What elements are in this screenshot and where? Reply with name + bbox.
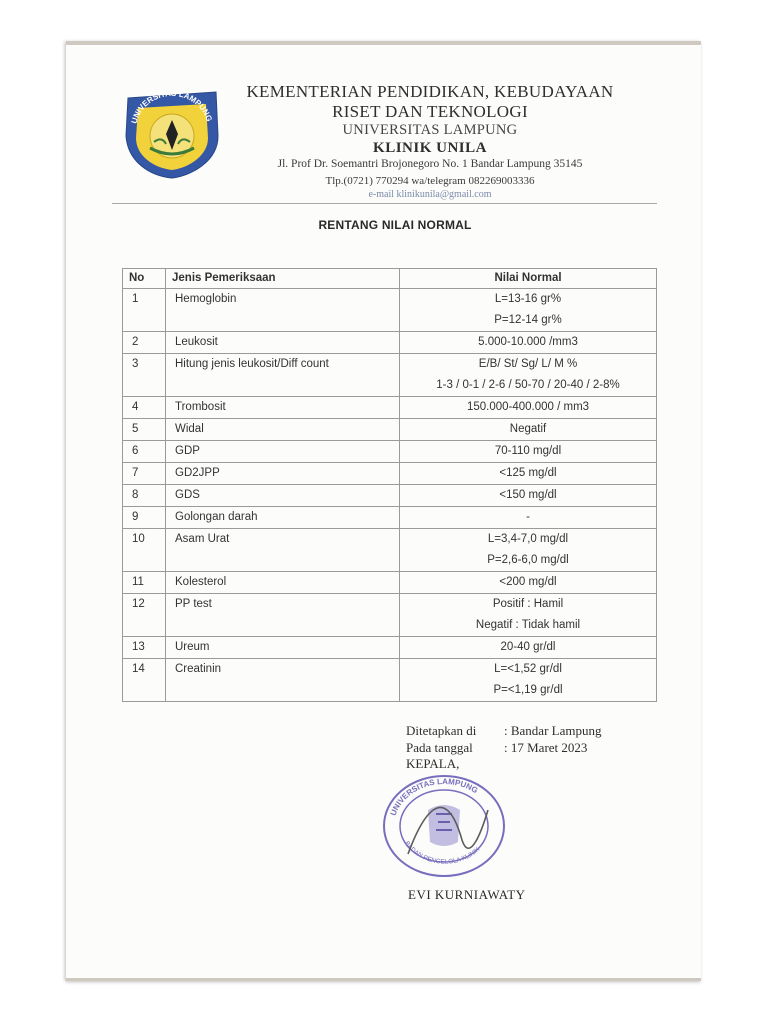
table-row [123,419,657,441]
normal-value [400,485,657,507]
exam-name: GD2JPP [166,463,400,485]
col-header-jenis: Jenis Pemeriksaan [166,269,400,289]
signer-name: EVI KURNIAWATY [408,887,526,902]
stamp-text-bottom: BADAN PENGELOLA KLINIK [403,840,482,866]
exam-name: Asam Urat [166,529,400,572]
normal-values-table [122,268,657,702]
table-row [123,594,657,637]
table-row [123,441,657,463]
row-number: 3 [123,354,166,397]
normal-value-line: Negatif : Tidak hamil [475,619,581,631]
normal-value-line: Negatif [509,423,547,435]
kepala-label: KEPALA, [406,756,460,771]
ditetapkan-value: : Bandar Lampung [504,723,602,738]
normal-value-line: 150.000-400.000 / mm3 [466,401,590,413]
row-number: 2 [123,332,166,354]
normal-value-line: <125 mg/dl [499,467,557,479]
row-number: 4 [123,397,166,419]
logo-text: UNIVERSITAS LAMPUNG [129,88,214,125]
ditetapkan-line [406,723,601,739]
table-row [123,397,657,419]
normal-value-line: <200 mg/dl [499,576,557,588]
exam-name: Golongan darah [166,507,400,529]
email: e-mail klinikunila@gmail.com [368,189,492,200]
normal-value-line: L=<1,52 gr/dl [494,663,562,675]
table-row [123,289,657,332]
table-row [123,637,657,659]
row-number: 6 [123,441,166,463]
tanggal-label: Pada tanggal [406,740,473,755]
normal-value-line: L=13-16 gr% [494,293,562,305]
normal-value [400,463,657,485]
row-number: 12 [123,594,166,637]
normal-value-line: 70-110 mg/dl [494,445,562,457]
normal-value [400,354,657,397]
normal-value-line: - [526,511,530,523]
normal-value [400,572,657,594]
normal-value [400,397,657,419]
normal-value [400,529,657,572]
tanggal-line [406,740,587,756]
exam-name: Trombosit [166,397,400,419]
normal-value-line: 20-40 gr/dl [500,641,556,653]
table-header-row [123,269,657,289]
phone: Tlp.(0721) 770294 wa/telegram 082269003336 [325,175,535,187]
table-row [123,659,657,702]
page-title: RENTANG NILAI NORMAL [318,218,472,232]
ministry-name: KEMENTERIAN PENDIDIKAN, KEBUDAYAAN [246,82,614,101]
normal-value [400,441,657,463]
row-number: 11 [123,572,166,594]
ditetapkan-label: Ditetapkan di [406,723,477,738]
ministry-name-2: RISET DAN TEKNOLOGI [332,102,528,121]
table-row [123,485,657,507]
exam-name: PP test [166,594,400,637]
normal-value-line: 1-3 / 0-1 / 2-6 / 50-70 / 20-40 / 2-8% [436,379,620,391]
table-row [123,332,657,354]
row-number: 9 [123,507,166,529]
tanggal-value: : 17 Maret 2023 [504,740,588,755]
exam-name: Widal [166,419,400,441]
row-number: 5 [123,419,166,441]
exam-name: GDS [166,485,400,507]
header-divider [112,203,657,204]
normal-value-line: P=<1,19 gr/dl [493,684,563,696]
row-number: 7 [123,463,166,485]
row-number: 13 [123,637,166,659]
address: Jl. Prof Dr. Soemantri Brojonegoro No. 1 Bandar Lampung 35145 [277,158,583,170]
col-header-nilai: Nilai Normal [400,269,657,289]
normal-value-line: 5.000-10.000 /mm3 [478,336,578,348]
normal-value-line: Positif : Hamil [492,598,564,610]
row-number: 10 [123,529,166,572]
exam-name: Hemoglobin [166,289,400,332]
normal-value [400,594,657,637]
normal-value [400,507,657,529]
university-name: UNIVERSITAS LAMPUNG [342,122,518,138]
normal-value-line: <150 mg/dl [499,489,557,501]
normal-value-line: P=12-14 gr% [494,314,562,326]
normal-value-line: P=2,6-6,0 mg/dl [487,554,569,566]
university-logo [120,84,224,180]
exam-name: Kolesterol [166,572,400,594]
exam-name: Hitung jenis leukosit/Diff count [166,354,400,397]
normal-value [400,419,657,441]
row-number: 1 [123,289,166,332]
row-number: 8 [123,485,166,507]
table-row [123,529,657,572]
exam-name: Creatinin [166,659,400,702]
table-row [123,507,657,529]
normal-value [400,637,657,659]
exam-name: GDP [166,441,400,463]
col-header-no: No [123,269,166,289]
normal-value [400,289,657,332]
table-row [123,463,657,485]
table-row [123,572,657,594]
normal-value-line: L=3,4-7,0 mg/dl [487,533,569,545]
exam-name: Ureum [166,637,400,659]
clinic-name: KLINIK UNILA [373,140,487,156]
official-stamp [378,770,510,882]
stamp-text: UNIVERSITAS LAMPUNG [388,776,480,817]
table-row [123,354,657,397]
normal-value-line: E/B/ St/ Sg/ L/ M % [478,358,578,370]
normal-value [400,659,657,702]
normal-value [400,332,657,354]
exam-name: Leukosit [166,332,400,354]
row-number: 14 [123,659,166,702]
